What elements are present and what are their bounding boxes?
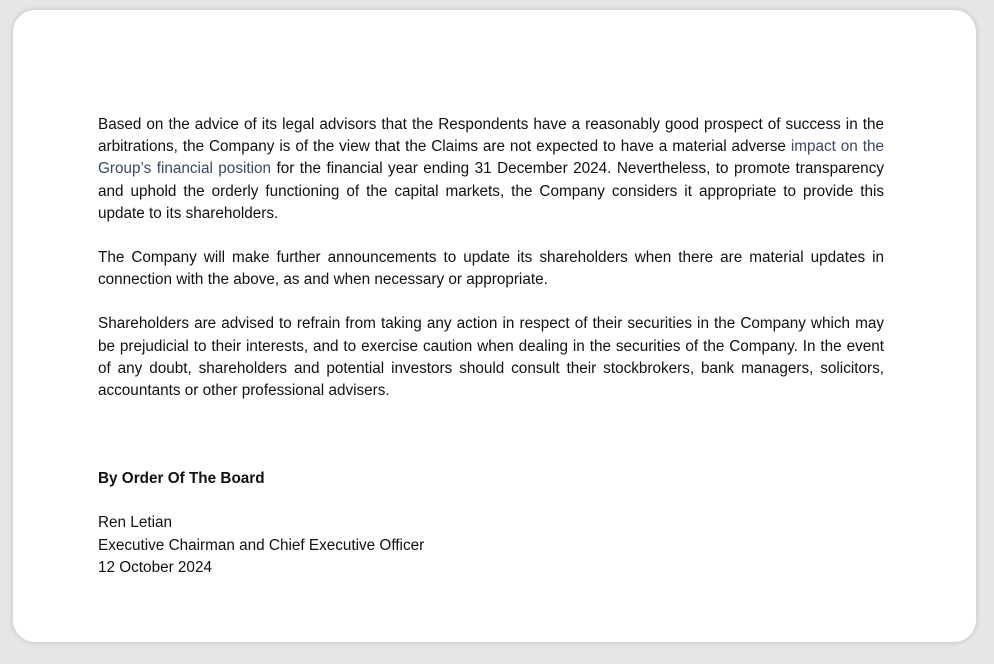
signatory-name: Ren Letian — [98, 514, 172, 532]
board-heading: By Order Of The Board — [98, 470, 265, 488]
paragraph-further-announcements: The Company will make further announcements to update its shareholders when there are material updates in connection with the above, as and when necessary or appropriate. — [98, 249, 884, 289]
document-page — [13, 10, 976, 642]
paragraph-shareholder-advice: Shareholders are advised to refrain from taking any action in respect of their securities in the Company which may be prejudicial to their interests, and to exercise caution when dealing in the securities of the Company. In the event of any doubt, shareholders and potential investors should consult their stockbrokers, bank managers, solicitors, accountants or other professional advisers. — [98, 315, 884, 400]
document-date: 12 October 2024 — [98, 558, 212, 576]
paragraph-1-highlighted-phrase: impact on the Group’s financial position — [98, 138, 884, 178]
signatory-title: Executive Chairman and Chief Executive Officer — [98, 536, 425, 554]
paragraph-1-part-a: Based on the advice of its legal advisors that the Respondents have a reasonably good prospect of success in the arbitrations, the Company is of the view that the Claims are not expected to have a material adverse — [98, 116, 884, 156]
document-body — [98, 114, 884, 579]
paragraph-1-part-c: for the financial year ending 31 December 2024. Nevertheless, to promote transparency and uphold the orderly functioning of the capital markets, the Company considers it appropriate to provide this update to its shareholders. — [98, 160, 884, 222]
paragraph-legal-advice — [98, 114, 884, 225]
signature-block — [98, 512, 884, 579]
